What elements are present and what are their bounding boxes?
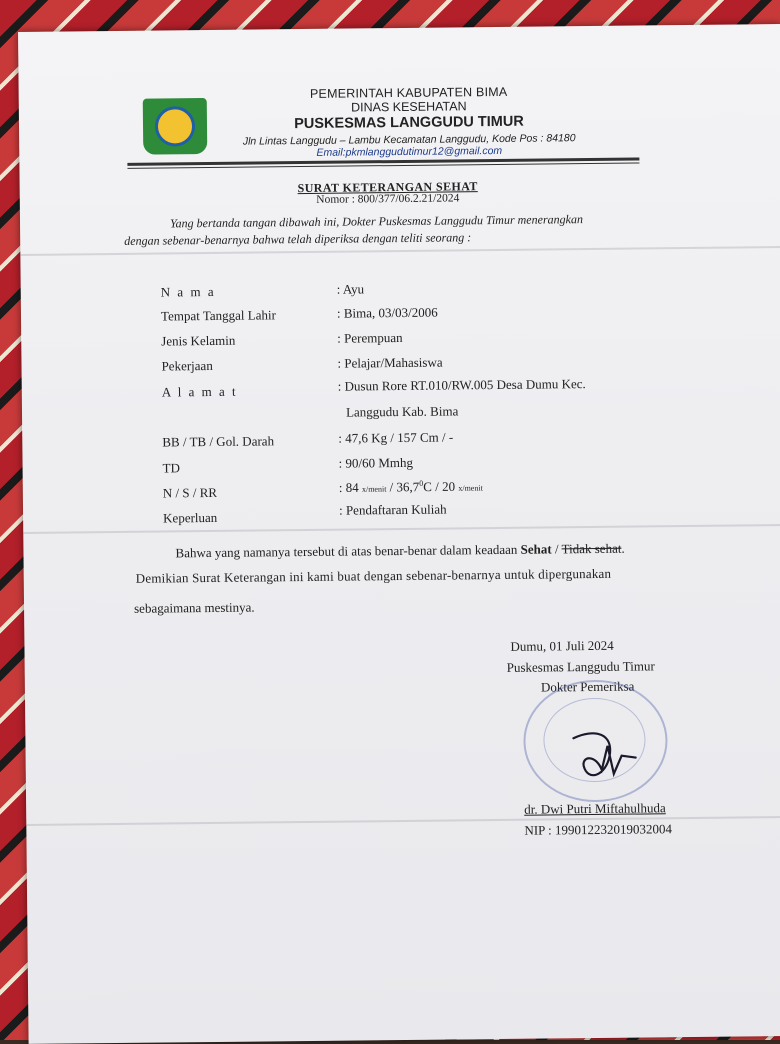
letterhead-email: Email:pkmlanggudutimur12@gmail.com [316,144,503,159]
doctor-name: dr. Dwi Putri Miftahulhuda [524,800,666,817]
nsrr-rr-unit: x/menit [458,483,483,493]
intro-line-2: dengan sebenar-benarnya bahwa telah diperiksa dengan teliti seorang : [124,230,472,248]
letterhead-institution: PUSKESMAS LANGGUDU TIMUR [294,113,524,133]
field-value-jenis-kelamin: : Perempuan [337,329,403,346]
field-label-td: TD [162,460,181,476]
letterhead [199,84,620,160]
signature-role: Dokter Pemeriksa [540,678,635,695]
letterhead-department: DINAS KESEHATAN [350,99,467,115]
closing-line-3: sebagaimana mestinya. [133,599,255,616]
nsrr-degree: 0 [419,478,424,488]
field-label-nama: N a m a [160,283,216,300]
doctor-nip: NIP : 199012232019032004 [524,821,673,838]
field-value-td: : 90/60 Mmhg [338,454,414,471]
letter-paper [18,24,780,1044]
field-label-bb-tb: BB / TB / Gol. Darah [162,433,275,450]
field-label-ttl: Tempat Tanggal Lahir [160,307,276,324]
nsrr-rr: C / 20 [423,478,456,495]
nsrr-pulse: : 84 [338,479,359,495]
closing-line-2: Demikian Surat Keterangan ini kami buat dengan sebenar-benarnya untuk dipergunakan [135,565,612,586]
field-label-nsrr: N / S / RR [162,484,218,501]
status-sehat: Sehat [520,541,552,557]
letterhead-address: Jln Lintas Langgudu – Lambu Kecamatan Langgudu, Kode Pos : 84180 [242,132,576,148]
document-title: SURAT KETERANGAN SEHAT [297,179,478,196]
letterhead-government: PEMERINTAH KABUPATEN BIMA [309,84,508,101]
field-value-pekerjaan: : Pelajar/Mahasiswa [337,354,443,371]
field-value-nsrr [339,478,483,496]
status-tidak-sehat: Tidak sehat [561,540,622,557]
field-value-nama: : Ayu [336,281,365,297]
document-number: Nomor : 800/377/06.2.21/2024 [316,192,460,206]
field-value-ttl: : Bima, 03/03/2006 [336,304,438,321]
field-value-alamat-2: Langgudu Kab. Bima [345,403,459,420]
government-logo-icon [143,98,208,155]
field-label-keperluan: Keperluan [163,509,218,526]
field-label-alamat: A l a m a t [161,383,238,400]
field-value-bb-tb: : 47,6 Kg / 157 Cm / - [338,429,454,446]
nsrr-temp: / 36,7 [389,479,420,495]
field-label-pekerjaan: Pekerjaan [161,357,213,374]
field-value-alamat-1: : Dusun Rore RT.010/RW.005 Desa Dumu Kec. [337,376,586,394]
intro-line-1: Yang bertanda tangan dibawah ini, Dokter Puskesmas Langgudu Timur menerangkan [169,212,583,231]
signature-institution: Puskesmas Langgudu Timur [506,658,655,675]
handwritten-signature [565,725,646,786]
field-value-keperluan: : Pendaftaran Kuliah [338,501,447,518]
signature-place-date: Dumu, 01 Juli 2024 [510,637,614,654]
field-label-jenis-kelamin: Jenis Kelamin [161,332,236,349]
paper-fold [23,524,780,534]
nsrr-pulse-unit: x/menit [361,484,387,494]
closing-statement: Bahwa yang namanya tersebut di atas benar-benar dalam keadaan Sehat / Tidak sehat. [175,540,625,561]
